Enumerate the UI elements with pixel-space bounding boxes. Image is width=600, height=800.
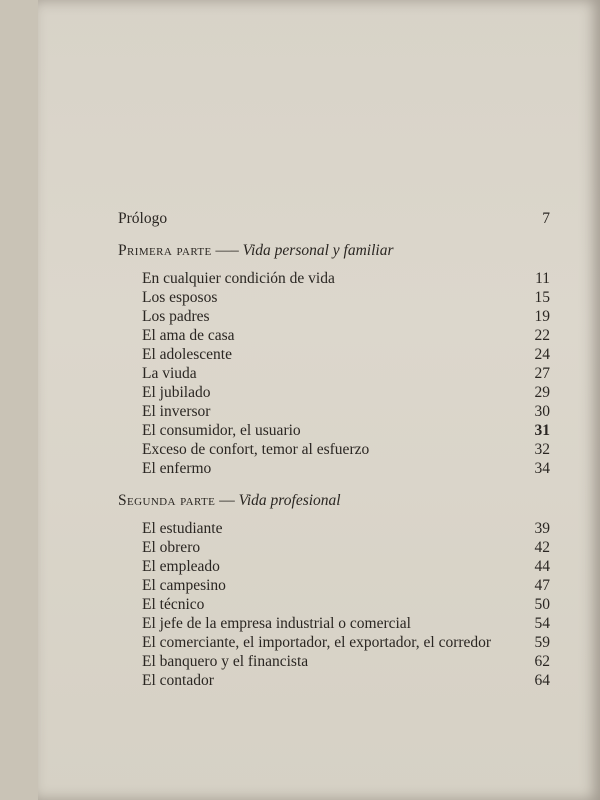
toc-entry-page: 11 [535,270,550,287]
toc-entry-page: 62 [534,653,550,670]
toc-entry [142,577,550,596]
toc-entry [142,384,550,403]
toc-entry-page: 42 [534,539,550,556]
toc-entry-title: El campesino [142,577,226,594]
toc-entry-title: El inversor [142,403,211,420]
toc-entry [142,539,550,558]
toc-prologue [118,210,550,232]
part1-heading [118,242,550,264]
toc-entry-page: 22 [534,327,550,344]
toc-entry-title: Los esposos [142,289,218,306]
toc-entry-title: El comerciante, el importador, el exportador, el corredor [142,634,492,651]
toc-entry-page: 24 [534,346,550,363]
toc-entry-page: 50 [534,596,550,613]
toc-entry [142,558,550,577]
toc-entry-title: El adolescente [142,346,232,363]
toc-entry [142,308,550,327]
toc-entry [142,365,550,384]
toc-entry [142,403,550,422]
toc-entry-title: El jefe de la empresa industrial o comercial [142,615,411,632]
toc-entry-title: El ama de casa [142,327,235,344]
part2-entries [118,520,550,691]
toc-entry [142,672,550,691]
toc-entry-page: 31 [534,422,550,439]
toc-entry-page: 30 [534,403,550,420]
toc-entry [142,596,550,615]
toc-entry-page: 15 [534,289,550,306]
part1-entries [118,270,550,479]
part2-heading [118,492,550,514]
toc-entry-title: El estudiante [142,520,223,537]
toc-entry-title: En cualquier condición de vida [142,270,335,287]
toc-entry-page: 27 [534,365,550,382]
toc-entry-page: 29 [534,384,550,401]
toc-entry [142,327,550,346]
part2-dash: — [219,492,235,509]
toc-entry-page: 54 [534,615,550,632]
part1-label: Primera parte [118,242,212,259]
toc-entry [142,422,550,441]
toc-entry [142,289,550,308]
toc-entry-title: El técnico [142,596,205,613]
toc-entry-title: El obrero [142,539,201,556]
book-page [38,0,600,800]
toc-entry [142,615,550,634]
toc-entry-title: La viuda [142,365,197,382]
toc-entry [142,653,550,672]
toc-entry-page: 32 [534,441,550,458]
toc-entry [142,270,550,289]
toc-entry-page: 39 [534,520,550,537]
toc-entry-title: El jubilado [142,384,211,401]
toc-entry-title: Exceso de confort, temor al esfuerzo [142,441,370,458]
toc-entry [142,346,550,365]
toc-entry [142,634,550,653]
toc-entry-page: 64 [534,672,550,689]
toc-entry-title: El enfermo [142,460,212,477]
toc-prologue-page: 7 [542,210,550,227]
toc-entry-title: El empleado [142,558,220,575]
part1-dash: —– [215,242,239,259]
part1-title: Vida personal y familiar [242,242,394,259]
toc-entry-page: 19 [534,308,550,325]
toc-entry-page: 47 [534,577,550,594]
toc-entry-title: El consumidor, el usuario [142,422,301,439]
toc-entry-title: El contador [142,672,214,689]
toc-entry-page: 34 [534,460,550,477]
toc-entry-page: 44 [534,558,550,575]
table-of-contents [118,210,550,691]
toc-entry [142,441,550,460]
part2-label: Segunda parte [118,492,216,509]
part2-title: Vida profesional [238,492,341,509]
toc-entry [142,460,550,479]
toc-entry-page: 59 [534,634,550,651]
toc-entry-title: Los padres [142,308,210,325]
toc-prologue-title: Prólogo [118,210,168,227]
toc-entry [142,520,550,539]
toc-entry-title: El banquero y el financista [142,653,309,670]
